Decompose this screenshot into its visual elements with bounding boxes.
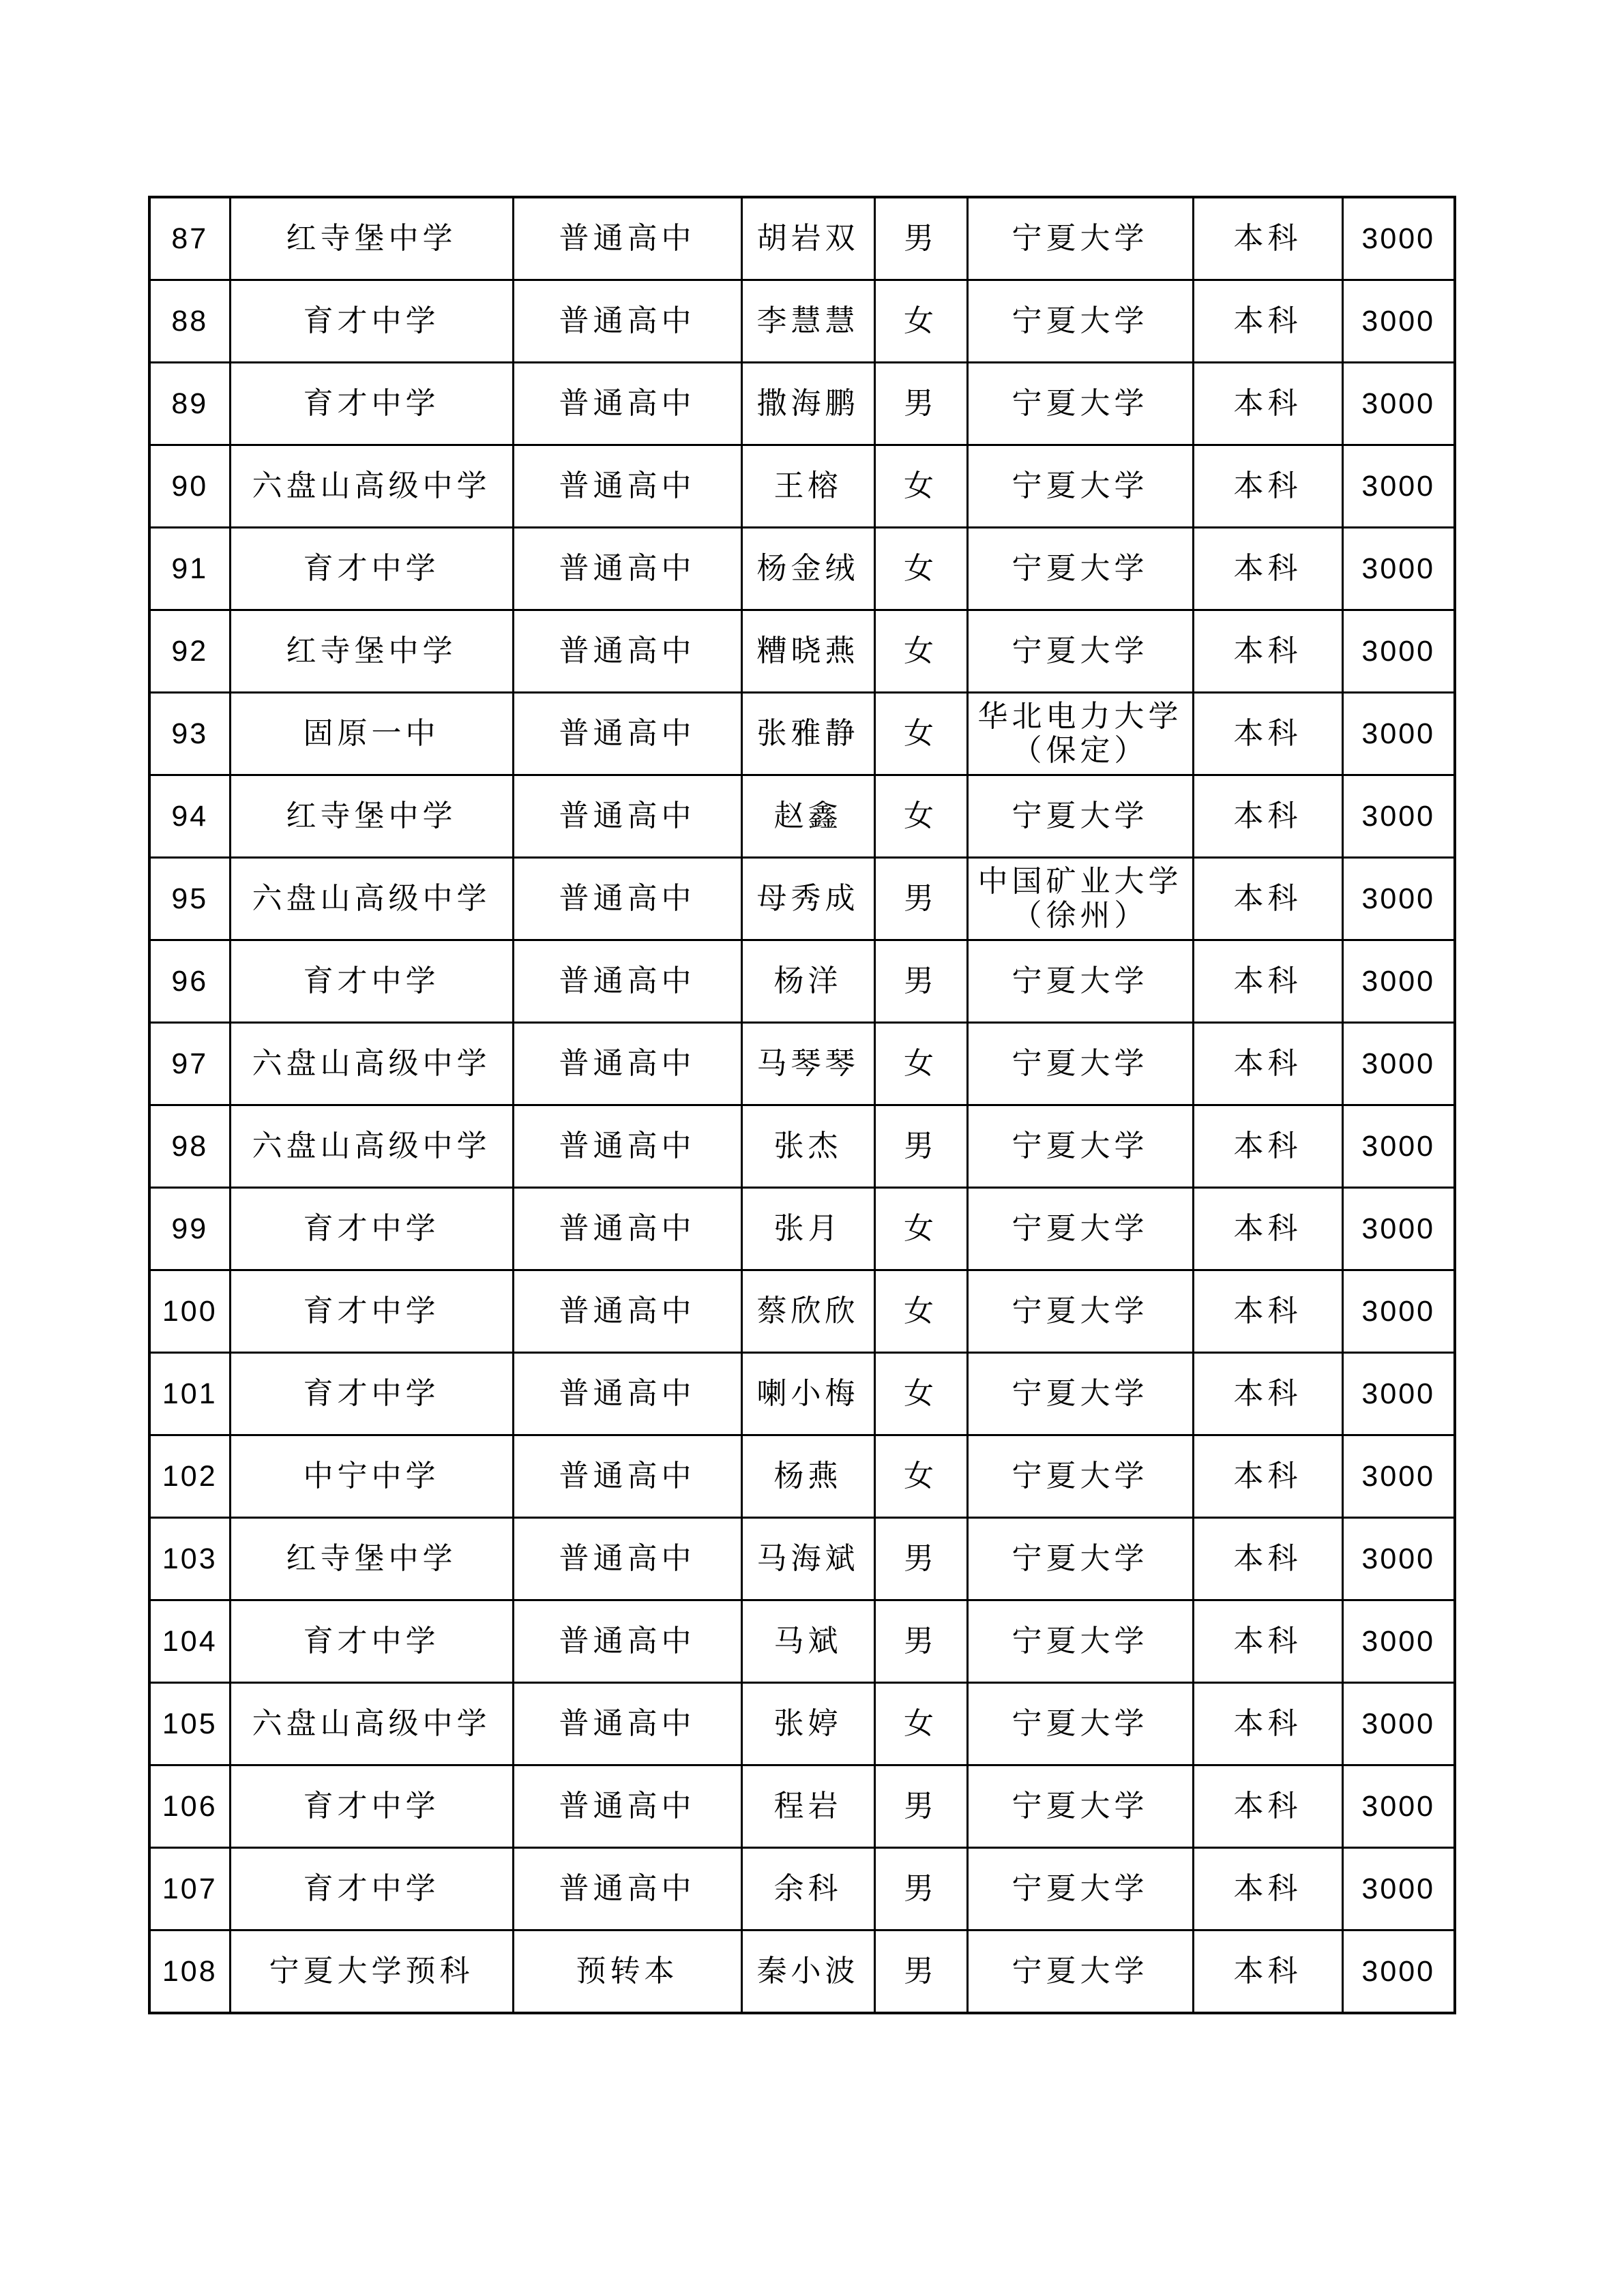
table-row	[149, 1188, 1455, 1270]
university-cell	[967, 280, 1193, 363]
school-cell: 红寺堡中学	[230, 197, 513, 280]
table-row	[149, 1518, 1455, 1600]
school-type-cell: 普通高中	[513, 1683, 741, 1765]
university-cell	[967, 1683, 1193, 1765]
degree-level-cell: 本科	[1193, 1023, 1342, 1105]
amount-cell: 3000	[1342, 1930, 1455, 2014]
row-number-cell: 108	[149, 1930, 230, 2014]
degree-level-cell: 本科	[1193, 1518, 1342, 1600]
table-row	[149, 1683, 1455, 1765]
university-line: 宁夏大学	[1012, 1376, 1149, 1411]
school-type-cell: 普通高中	[513, 528, 741, 610]
gender-cell: 男	[874, 1930, 967, 2014]
amount-cell: 3000	[1342, 940, 1455, 1023]
gender-cell: 女	[874, 1435, 967, 1518]
university-line: 宁夏大学	[1012, 964, 1149, 998]
school-type-cell: 普通高中	[513, 1600, 741, 1683]
school-cell: 育才中学	[230, 1188, 513, 1270]
school-type-cell: 普通高中	[513, 775, 741, 858]
degree-level-cell: 本科	[1193, 445, 1342, 528]
table-row	[149, 775, 1455, 858]
school-type-cell: 普通高中	[513, 1023, 741, 1105]
gender-cell: 男	[874, 858, 967, 940]
row-number-cell: 100	[149, 1270, 230, 1353]
amount-cell: 3000	[1342, 1270, 1455, 1353]
degree-level-cell: 本科	[1193, 1600, 1342, 1683]
row-number-cell: 105	[149, 1683, 230, 1765]
gender-cell: 女	[874, 610, 967, 693]
table-row	[149, 1848, 1455, 1930]
school-type-cell: 普通高中	[513, 1765, 741, 1848]
row-number-cell: 102	[149, 1435, 230, 1518]
school-cell: 育才中学	[230, 1848, 513, 1930]
row-number-cell: 104	[149, 1600, 230, 1683]
gender-cell: 女	[874, 693, 967, 775]
university-line: 宁夏大学	[1012, 1706, 1149, 1741]
university-line: 宁夏大学	[1012, 1871, 1149, 1906]
row-number-cell: 89	[149, 363, 230, 445]
table-row	[149, 1435, 1455, 1518]
table-row	[149, 693, 1455, 775]
degree-level-cell: 本科	[1193, 280, 1342, 363]
university-cell	[967, 1930, 1193, 2014]
amount-cell: 3000	[1342, 858, 1455, 940]
gender-cell: 男	[874, 1765, 967, 1848]
table-row	[149, 280, 1455, 363]
student-name-cell: 糟晓燕	[741, 610, 874, 693]
degree-level-cell: 本科	[1193, 1188, 1342, 1270]
table-row	[149, 610, 1455, 693]
school-cell: 六盘山高级中学	[230, 1683, 513, 1765]
table-row	[149, 1023, 1455, 1105]
university-cell	[967, 1848, 1193, 1930]
university-line: 宁夏大学	[1012, 1459, 1149, 1493]
school-cell: 六盘山高级中学	[230, 1023, 513, 1105]
school-cell: 六盘山高级中学	[230, 445, 513, 528]
university-line: 宁夏大学	[1012, 1789, 1149, 1823]
student-name-cell: 马海斌	[741, 1518, 874, 1600]
student-name-cell: 杨燕	[741, 1435, 874, 1518]
school-cell: 红寺堡中学	[230, 1518, 513, 1600]
amount-cell: 3000	[1342, 1105, 1455, 1188]
degree-level-cell: 本科	[1193, 1353, 1342, 1435]
student-name-cell: 程岩	[741, 1765, 874, 1848]
university-line: （徐州）	[1012, 898, 1149, 933]
school-type-cell: 普通高中	[513, 445, 741, 528]
school-type-cell: 普通高中	[513, 197, 741, 280]
university-line: 宁夏大学	[1012, 1624, 1149, 1658]
school-cell: 育才中学	[230, 940, 513, 1023]
university-line: 宁夏大学	[1012, 633, 1149, 668]
university-cell	[967, 197, 1193, 280]
row-number-cell: 94	[149, 775, 230, 858]
university-line: 宁夏大学	[1012, 1294, 1149, 1328]
gender-cell: 女	[874, 280, 967, 363]
student-name-cell: 蔡欣欣	[741, 1270, 874, 1353]
row-number-cell: 87	[149, 197, 230, 280]
student-name-cell: 张婷	[741, 1683, 874, 1765]
school-type-cell: 普通高中	[513, 280, 741, 363]
university-cell	[967, 1518, 1193, 1600]
row-number-cell: 91	[149, 528, 230, 610]
student-name-cell: 赵鑫	[741, 775, 874, 858]
school-type-cell: 普通高中	[513, 610, 741, 693]
university-cell	[967, 775, 1193, 858]
table-row	[149, 940, 1455, 1023]
school-type-cell: 普通高中	[513, 858, 741, 940]
degree-level-cell: 本科	[1193, 693, 1342, 775]
table-row	[149, 1765, 1455, 1848]
university-line: 宁夏大学	[1012, 221, 1149, 256]
amount-cell: 3000	[1342, 1683, 1455, 1765]
university-cell	[967, 1023, 1193, 1105]
school-cell: 六盘山高级中学	[230, 858, 513, 940]
school-cell: 育才中学	[230, 1353, 513, 1435]
amount-cell: 3000	[1342, 693, 1455, 775]
university-line: （保定）	[1012, 733, 1149, 768]
university-line: 宁夏大学	[1012, 303, 1149, 338]
university-cell	[967, 1600, 1193, 1683]
amount-cell: 3000	[1342, 280, 1455, 363]
gender-cell: 女	[874, 528, 967, 610]
gender-cell: 男	[874, 363, 967, 445]
gender-cell: 女	[874, 1188, 967, 1270]
university-cell	[967, 445, 1193, 528]
gender-cell: 女	[874, 445, 967, 528]
university-cell	[967, 363, 1193, 445]
roster-body	[149, 197, 1455, 2013]
university-cell	[967, 610, 1193, 693]
school-type-cell: 普通高中	[513, 1188, 741, 1270]
table-row	[149, 858, 1455, 940]
university-cell	[967, 1270, 1193, 1353]
amount-cell: 3000	[1342, 1188, 1455, 1270]
school-type-cell: 普通高中	[513, 1105, 741, 1188]
gender-cell: 女	[874, 775, 967, 858]
amount-cell: 3000	[1342, 1023, 1455, 1105]
table-row	[149, 1353, 1455, 1435]
university-cell	[967, 1435, 1193, 1518]
roster-table	[148, 196, 1456, 2014]
row-number-cell: 101	[149, 1353, 230, 1435]
school-cell: 红寺堡中学	[230, 775, 513, 858]
row-number-cell: 93	[149, 693, 230, 775]
degree-level-cell: 本科	[1193, 363, 1342, 445]
degree-level-cell: 本科	[1193, 858, 1342, 940]
gender-cell: 女	[874, 1023, 967, 1105]
amount-cell: 3000	[1342, 1518, 1455, 1600]
student-name-cell: 李慧慧	[741, 280, 874, 363]
row-number-cell: 95	[149, 858, 230, 940]
row-number-cell: 98	[149, 1105, 230, 1188]
table-row	[149, 1105, 1455, 1188]
university-line: 宁夏大学	[1012, 551, 1149, 586]
gender-cell: 男	[874, 940, 967, 1023]
degree-level-cell: 本科	[1193, 1930, 1342, 2014]
school-type-cell: 普通高中	[513, 1518, 741, 1600]
amount-cell: 3000	[1342, 363, 1455, 445]
amount-cell: 3000	[1342, 1435, 1455, 1518]
row-number-cell: 106	[149, 1765, 230, 1848]
student-name-cell: 胡岩双	[741, 197, 874, 280]
university-cell	[967, 1188, 1193, 1270]
university-cell	[967, 1353, 1193, 1435]
school-cell: 中宁中学	[230, 1435, 513, 1518]
gender-cell: 男	[874, 197, 967, 280]
row-number-cell: 107	[149, 1848, 230, 1930]
degree-level-cell: 本科	[1193, 1765, 1342, 1848]
gender-cell: 男	[874, 1848, 967, 1930]
university-line: 宁夏大学	[1012, 1211, 1149, 1246]
student-name-cell: 马斌	[741, 1600, 874, 1683]
university-line: 宁夏大学	[1012, 1129, 1149, 1163]
university-line: 华北电力大学	[977, 699, 1183, 734]
school-cell: 六盘山高级中学	[230, 1105, 513, 1188]
row-number-cell: 97	[149, 1023, 230, 1105]
degree-level-cell: 本科	[1193, 1270, 1342, 1353]
amount-cell: 3000	[1342, 1765, 1455, 1848]
table-row	[149, 528, 1455, 610]
school-cell: 育才中学	[230, 363, 513, 445]
school-cell: 育才中学	[230, 280, 513, 363]
school-type-cell: 普通高中	[513, 693, 741, 775]
school-type-cell: 普通高中	[513, 1435, 741, 1518]
gender-cell: 男	[874, 1600, 967, 1683]
school-cell: 宁夏大学预科	[230, 1930, 513, 2014]
university-cell	[967, 528, 1193, 610]
degree-level-cell: 本科	[1193, 1683, 1342, 1765]
student-name-cell: 撒海鹏	[741, 363, 874, 445]
degree-level-cell: 本科	[1193, 1435, 1342, 1518]
degree-level-cell: 本科	[1193, 1848, 1342, 1930]
university-cell	[967, 693, 1193, 775]
degree-level-cell: 本科	[1193, 775, 1342, 858]
degree-level-cell: 本科	[1193, 1105, 1342, 1188]
university-cell	[967, 940, 1193, 1023]
amount-cell: 3000	[1342, 1848, 1455, 1930]
amount-cell: 3000	[1342, 1600, 1455, 1683]
student-name-cell: 喇小梅	[741, 1353, 874, 1435]
row-number-cell: 88	[149, 280, 230, 363]
student-name-cell: 张杰	[741, 1105, 874, 1188]
student-name-cell: 杨金绒	[741, 528, 874, 610]
table-row	[149, 197, 1455, 280]
gender-cell: 男	[874, 1105, 967, 1188]
row-number-cell: 103	[149, 1518, 230, 1600]
student-name-cell: 秦小波	[741, 1930, 874, 2014]
university-cell	[967, 1765, 1193, 1848]
table-row	[149, 363, 1455, 445]
table-row	[149, 1270, 1455, 1353]
school-type-cell: 预转本	[513, 1930, 741, 2014]
degree-level-cell: 本科	[1193, 528, 1342, 610]
row-number-cell: 99	[149, 1188, 230, 1270]
school-type-cell: 普通高中	[513, 363, 741, 445]
table-row	[149, 1930, 1455, 2014]
gender-cell: 女	[874, 1353, 967, 1435]
university-line: 宁夏大学	[1012, 1046, 1149, 1081]
student-name-cell: 母秀成	[741, 858, 874, 940]
degree-level-cell: 本科	[1193, 940, 1342, 1023]
university-line: 中国矿业大学	[977, 864, 1183, 899]
gender-cell: 男	[874, 1518, 967, 1600]
student-name-cell: 杨洋	[741, 940, 874, 1023]
school-cell: 育才中学	[230, 528, 513, 610]
university-cell	[967, 1105, 1193, 1188]
row-number-cell: 96	[149, 940, 230, 1023]
student-name-cell: 张月	[741, 1188, 874, 1270]
university-line: 宁夏大学	[1012, 799, 1149, 833]
school-cell: 育才中学	[230, 1270, 513, 1353]
degree-level-cell: 本科	[1193, 610, 1342, 693]
student-name-cell: 余科	[741, 1848, 874, 1930]
university-line: 宁夏大学	[1012, 468, 1149, 503]
amount-cell: 3000	[1342, 528, 1455, 610]
school-cell: 育才中学	[230, 1600, 513, 1683]
university-cell	[967, 858, 1193, 940]
table-row	[149, 1600, 1455, 1683]
school-type-cell: 普通高中	[513, 1270, 741, 1353]
table-row	[149, 445, 1455, 528]
row-number-cell: 92	[149, 610, 230, 693]
school-cell: 红寺堡中学	[230, 610, 513, 693]
amount-cell: 3000	[1342, 445, 1455, 528]
student-name-cell: 王榕	[741, 445, 874, 528]
university-line: 宁夏大学	[1012, 386, 1149, 421]
school-type-cell: 普通高中	[513, 1353, 741, 1435]
student-name-cell: 马琴琴	[741, 1023, 874, 1105]
university-line: 宁夏大学	[1012, 1541, 1149, 1576]
amount-cell: 3000	[1342, 1353, 1455, 1435]
gender-cell: 女	[874, 1270, 967, 1353]
row-number-cell: 90	[149, 445, 230, 528]
school-type-cell: 普通高中	[513, 1848, 741, 1930]
gender-cell: 女	[874, 1683, 967, 1765]
amount-cell: 3000	[1342, 197, 1455, 280]
school-cell: 固原一中	[230, 693, 513, 775]
degree-level-cell: 本科	[1193, 197, 1342, 280]
school-cell: 育才中学	[230, 1765, 513, 1848]
school-type-cell: 普通高中	[513, 940, 741, 1023]
student-name-cell: 张雅静	[741, 693, 874, 775]
university-line: 宁夏大学	[1012, 1954, 1149, 1988]
amount-cell: 3000	[1342, 610, 1455, 693]
amount-cell: 3000	[1342, 775, 1455, 858]
